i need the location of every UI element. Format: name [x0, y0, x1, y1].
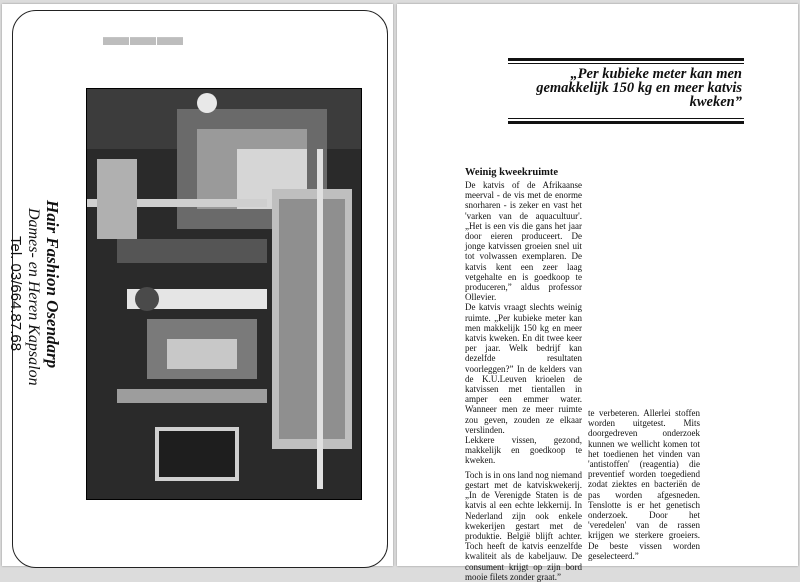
- paragraph: De katvis of de Afrikaanse meerval - de vis met de enorme snorharen - is zeker en vast het 'varken van de aquacultuur'. „Het is een vis die gans het jaar door eieren produceert. De jonge katvissen groeien snel uit tot volwassen exemplaren. De katvis kent een zeer laag vetgehalte en is goedkoop te produceren,” aldus professor Ollevier.: [465, 180, 582, 303]
- paragraph: De katvis vraagt slechts weinig ruimte. „Per kubieke meter kan men makkelijk 150 kg en meer katvis kweken. En dit twee keer per jaar. Welk bedrijf kan dezelfde resultaten voorleggen?” In de kelders van de K.U.Leuven krioelen de katvissen met tientallen in amper een emmer water. Wanneer men ze meer ruimte zou geven, zouden ze elkaar verslinden.: [465, 302, 582, 435]
- article-column-1: [465, 167, 582, 582]
- salon-name: Hair Fashion Osendarp: [43, 200, 62, 369]
- bleed-through-artifact: ▬▬▬: [103, 21, 184, 51]
- left-page: [2, 4, 393, 566]
- pull-quote: „Per kubieke meter kan men gemakkelijk 150 kg en meer katvis kweken”: [536, 66, 742, 110]
- paragraph: Lekkere vissen, gezond, makkelijk en goedkoop te kweken.: [465, 435, 582, 466]
- salon-photo: [86, 88, 362, 500]
- paragraph: te verbeteren. Allerlei stoffen worden uitgetest. Mits doorgedreven onderzoek kunnen we wellicht komen tot het toedienen het vinden van 'antistoffen' (reagentia) die preventief worden toegediend zodat ziektes en bacteriën de pas worden afgesneden. Tenslotte is er het genetisch onderzoek. Door het 'veredelen' van de rassen krijgen we sterkere groeiers. De beste vissen worden geselecteerd.”: [588, 408, 700, 561]
- quote-top-rule-thin: [508, 63, 744, 64]
- quote-bottom-rule: [508, 121, 744, 124]
- quote-bottom-rule-thin: [508, 118, 744, 119]
- salon-interior-image: [87, 89, 361, 499]
- article-column-2: [588, 408, 700, 561]
- salon-phone: Tel. 03/664.87.68: [7, 236, 24, 352]
- quote-top-rule: [508, 58, 744, 61]
- article-heading: Weinig kweekruimte: [465, 167, 559, 178]
- paragraph: Toch is in ons land nog niemand gestart met de katviskwekerij. „In de Verenigde Staten is de katvis al een echte lekkernij. In Nederland zijn ook enkele kwekerijen gestart met de produktie. België blijft achter. Toch heeft de katvis eenzelfde kwaliteit als de kabeljauw. De consument krijgt op zijn bord mooie filets zonder graat.”: [465, 469, 582, 582]
- salon-subtitle: Dames- en Heren Kapsalon: [25, 208, 42, 386]
